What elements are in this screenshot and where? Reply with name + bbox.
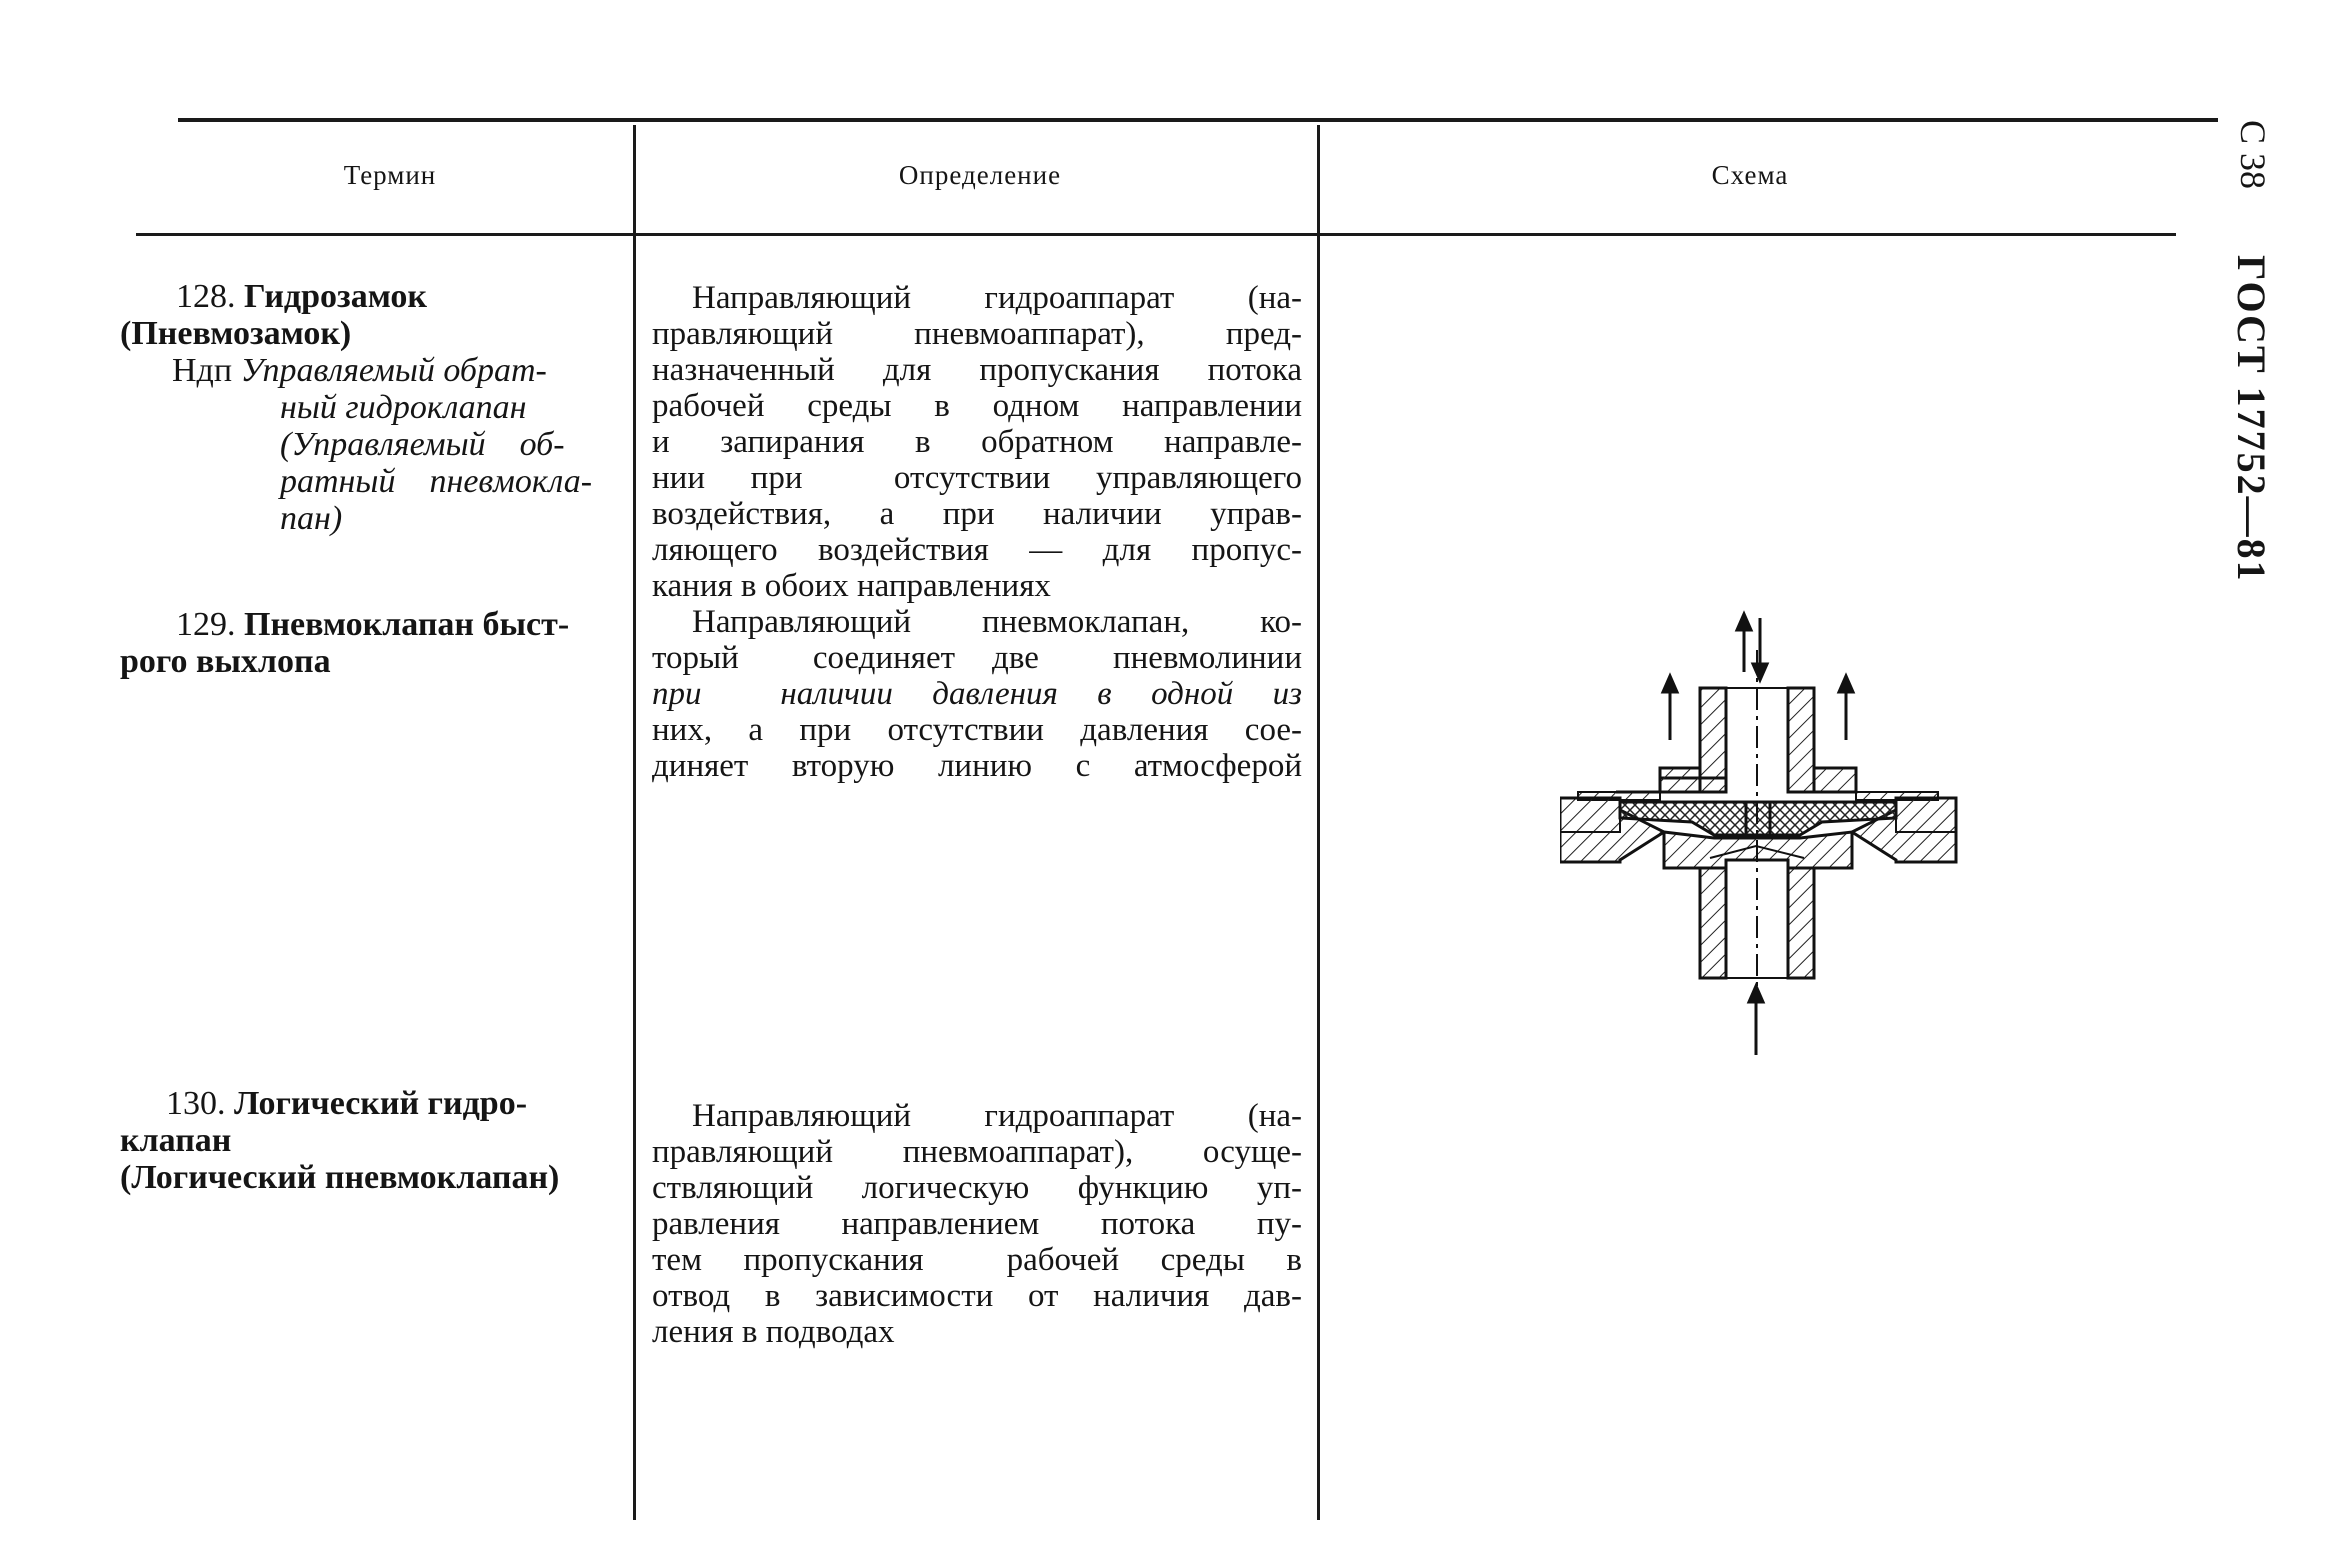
term-title: клапан <box>120 1122 232 1159</box>
definition-line: назначенный для пропускания потока <box>652 352 1302 388</box>
column-divider-1 <box>633 125 636 1520</box>
term-number: 130. <box>166 1085 226 1122</box>
term-title: рого выхлопа <box>120 643 331 680</box>
header-term: Термин <box>343 160 437 190</box>
definition-line: диняет вторую линию с атмосферой <box>652 748 1302 784</box>
definition-line: отвод в зависимости от наличия дав- <box>652 1278 1302 1314</box>
ndp-line: ный гидроклапан <box>280 389 527 426</box>
definition-line: правляющий пневмоаппарат), пред- <box>652 316 1302 352</box>
definition-line: тем пропускания рабочей среды в <box>652 1242 1302 1278</box>
definition-line: равления направлением потока пу- <box>652 1206 1302 1242</box>
definition-line: Направляющий гидроаппарат (на- <box>692 1098 1302 1134</box>
header-scheme: Схема <box>1711 160 1789 190</box>
table-top-rule <box>178 118 2218 122</box>
term-title: Пневмоклапан быст- <box>244 606 570 643</box>
term-title: Логический гидро- <box>234 1085 528 1122</box>
page-number-label: С 38 <box>2233 120 2273 190</box>
ndp-line: Управляемый обрат- <box>240 352 547 389</box>
term-129 <box>120 606 620 680</box>
definition-line: торый соединяет две пневмолинии <box>652 640 1302 676</box>
term-title-alt: (Пневмозамок) <box>120 315 352 352</box>
definition-line: Направляющий гидроаппарат (на- <box>692 280 1302 316</box>
definition-line: них, а при отсутствии давления сое- <box>652 712 1302 748</box>
definition-128 <box>652 280 1302 604</box>
column-divider-2 <box>1317 125 1320 1520</box>
definition-line: ствляющий логическую функцию уп- <box>652 1170 1302 1206</box>
term-number: 129. <box>176 606 236 643</box>
definition-line: правляющий пневмоаппарат), осуще- <box>652 1134 1302 1170</box>
term-number: 128. <box>176 278 236 315</box>
definition-line: ляющего воздействия — для пропус- <box>652 532 1302 568</box>
quick-exhaust-valve-section-drawing <box>1560 610 1960 1060</box>
definition-line: нии при отсутствии управляющего <box>652 460 1302 496</box>
term-title: Гидрозамок <box>244 278 427 315</box>
definition-line: при наличии давления в одной из <box>652 676 1302 712</box>
ndp-line: ратный пневмокла- <box>280 463 593 500</box>
term-130 <box>120 1085 640 1196</box>
valve-schematic-svg <box>1560 610 1960 1060</box>
standard-number-label: ГОСТ 17752—81 <box>2229 255 2274 583</box>
header-definition: Определение <box>898 160 1062 190</box>
term-128 <box>120 278 620 537</box>
definition-129 <box>652 604 1302 784</box>
ndp-line: (Управляемый об- <box>280 426 565 463</box>
ndp-line: пан) <box>280 500 343 537</box>
table-header-rule <box>136 233 2176 236</box>
definition-line: ления в подводах <box>652 1314 895 1350</box>
definition-line: кания в обоих направлениях <box>652 568 1051 604</box>
definition-line: рабочей среды в одном направлении <box>652 388 1302 424</box>
ndp-prefix: Ндп <box>172 352 233 389</box>
definition-130 <box>652 1098 1302 1350</box>
definition-line: и запирания в обратном направле- <box>652 424 1302 460</box>
term-title-alt: (Логический пневмоклапан) <box>120 1159 560 1196</box>
definition-line: воздействия, а при наличии управ- <box>652 496 1302 532</box>
definition-line: Направляющий пневмоклапан, ко- <box>692 604 1302 640</box>
